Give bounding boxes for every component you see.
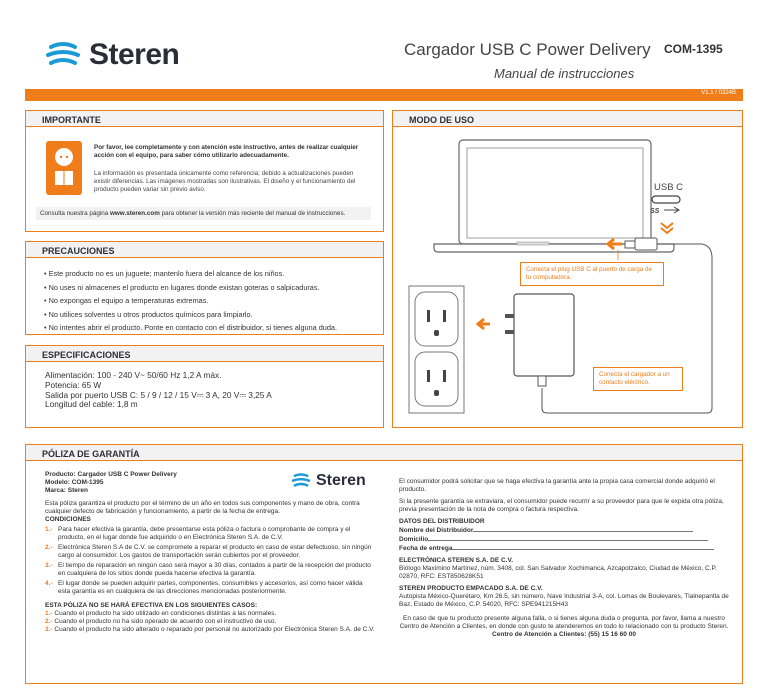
- gar-model: Modelo: COM-1395: [45, 479, 104, 486]
- importante-heading: IMPORTANTE: [26, 111, 383, 127]
- consult-post: para obtener la versión más reciente del manual de instrucciones.: [159, 210, 346, 217]
- ss-label: SS: [650, 208, 660, 215]
- list-item: 2.- Cuando el producto no ha sido operado de acuerdo con el instructivo de uso.: [45, 618, 277, 625]
- garantia-right: [399, 478, 729, 639]
- list-item: 3.- Cuando el producto ha sido alterado o reparado por personal no autorizado por Electrónica Steren S.A. de C.V.: [45, 626, 375, 633]
- consult-note: [36, 207, 371, 220]
- gar-r1: El consumidor podrá solicitar que se haga efectiva la garantía ante la propia casa comercial donde adquirió el producto.: [399, 478, 715, 493]
- doc-code: V1.1 / 0324B: [701, 90, 736, 96]
- steren-logo: [45, 38, 179, 72]
- gar-closing: En caso de que tu producto presente alguna falla, o si tienes alguna duda o pregunta, por favor, llama a nuestro Centro de Atención a Clientes, en donde con gusto te atenderemos en todo lo relacionado con tu producto Steren.: [399, 615, 729, 630]
- dist-date-field[interactable]: Fecha de entrega: [399, 544, 729, 553]
- usbc-label: USB C: [654, 182, 684, 193]
- gar-brand: Marca: Steren: [45, 487, 88, 494]
- charger-icon: [514, 294, 574, 376]
- dist-title: DATOS DEL DISTRIBUIDOR: [399, 518, 485, 525]
- product-title: Cargador USB C Power Delivery: [404, 40, 651, 59]
- list-item: 1.- Para hacer efectiva la garantía, debe presentarse esta póliza o factura o comprobante de compra y el producto, en el lugar donde fue adquirido o en Electrónica Steren S.A. de C.V.: [45, 526, 351, 541]
- list-item: 2.- Electrónica Steren S.A de C.V. se compromete a reparar el producto en caso de estar defectuoso, sin ningún cargo al consumidor. Los gastos de transportación serán cubiertos por el proveedor.: [45, 544, 372, 559]
- steren-waves-icon: [45, 40, 81, 70]
- brand-name: Steren: [89, 38, 180, 71]
- list-item: • Este producto no es un juguete; mantenlo fuera del alcance de los niños.: [44, 269, 285, 278]
- spec-list: [45, 371, 272, 410]
- importante-text: La información es presentada únicamente como referencia; debido a actualizaciones pueden existir diferencias. Las imágenes mostradas son ilustrativas. El diseño y el funcionamiento del producto pueden variar sin previo aviso.: [94, 170, 356, 193]
- note-outlet: Conecta el cargador a un contacto eléctrico.: [593, 367, 683, 391]
- c2-text: Autopista México-Querétaro, Km 26.5, sin número, Nave Industrial 3-A, col. Lomas de Boulevares, Tlalnepantla de Baz, Estado de México, C.P. 54020, RFC: SPE941215H43: [399, 593, 729, 608]
- steren-link[interactable]: www.steren.com: [110, 210, 160, 217]
- importante-bold-text: Por favor, lee completamente y con atención este instructivo, antes de realizar cualquier acción con el equipo, para saber cómo utilizarlo adecuadamente.: [94, 144, 359, 159]
- list-item: 4.- El lugar donde se pueden adquirir partes, componentes, consumibles y accesorios, así como hacer válida esta garantía es en cualquiera de las direcciones mencionadas posteriormente.: [45, 580, 363, 595]
- phone: Centro de Atención a Clientes: (55) 15 16 60 00: [492, 631, 636, 638]
- chevron-down-icon: [661, 223, 673, 233]
- c1-text: Biólogo Maximino Martínez, núm. 3408, col. San Salvador Xochimanca, Azcapotzalco, Ciudad de México, C.P. 02870, RFC: EST850628K51: [399, 565, 717, 580]
- c2-title: STEREN PRODUCTO EMPACADO S.A. DE C.V.: [399, 585, 543, 592]
- brand-name: Steren: [316, 472, 366, 489]
- laptop-icon: [434, 140, 674, 252]
- header-divider: [25, 89, 743, 101]
- note-usbc: Conecta el plug USB C al puerto de carga de tu computadora.: [520, 262, 664, 286]
- list-item: 3.- El tiempo de reparación en ningún caso será mayor a 30 días, contados a partir de la recepción del producto en cualquiera de los sitios donde pueda hacerse efectiva la garantía.: [45, 562, 371, 577]
- wall-outlet-icon: [409, 286, 464, 413]
- list-item: • No utilices solventes u otros productos químicos para limpiarlo.: [44, 309, 253, 319]
- reading-child-icon: [46, 141, 82, 195]
- precauciones-heading: PRECAUCIONES: [26, 242, 383, 258]
- usbc-plug-icon: [635, 238, 657, 250]
- arrow-left-icon: [478, 319, 490, 329]
- spec-item: Salida por puerto USB C: 5 / 9 / 12 / 15 V⎓ 3 A, 20 V⎓ 3,25 A: [45, 389, 272, 400]
- spec-item: Alimentación: 100 - 240 V~ 50/60 Hz 1,2 A máx.: [45, 370, 222, 380]
- precauciones-list: [44, 267, 337, 335]
- not-title: ESTA PÓLIZA NO SE HARÁ EFECTIVA EN LOS SIGUIENTES CASOS:: [45, 602, 258, 609]
- c1-title: ELECTRÓNICA STEREN S.A. DE C.V.: [399, 557, 514, 564]
- spec-item: Longitud del cable: 1,8 m: [45, 399, 138, 410]
- list-item: • No uses ni almacenes el producto en lugares donde existan goteras o salpicaduras.: [44, 282, 320, 292]
- usb-symbol-icon: [664, 207, 679, 213]
- modo-heading: MODO DE USO: [393, 111, 742, 127]
- consult-pre: Consulta nuestra página: [40, 210, 111, 217]
- gar-intro: Esta póliza garantiza el producto por el término de un año en todos sus componentes y mano de obra, contra cualquier defecto de fabricación y funcionamiento, a partir de la fecha de entrega.: [45, 500, 360, 515]
- dist-dom-field[interactable]: Domicilio: [399, 535, 729, 544]
- especificaciones-heading: ESPECIFICACIONES: [26, 346, 383, 362]
- dist-name-field[interactable]: Nombre del Distribuidor: [399, 526, 729, 535]
- model-code: COM-1395: [664, 42, 723, 56]
- cond-title: CONDICIONES: [45, 516, 91, 523]
- list-item: • No expongas el equipo a temperaturas extremas.: [44, 296, 209, 306]
- usbc-port-icon: [652, 196, 680, 203]
- spec-item: Potencia: 65 W: [45, 379, 102, 390]
- gar-product: Producto: Cargador USB C Power Delivery: [45, 471, 177, 478]
- list-item: 1.- Cuando el producto ha sido utilizado en condiciones distintas a las normales.: [45, 610, 277, 617]
- list-item: • No intentes abrir el producto. Ponte en contacto con el distribuidor, si tienes alguna duda.: [44, 323, 337, 333]
- garantia-left: [45, 471, 375, 634]
- manual-subtitle: Manual de instrucciones: [494, 66, 635, 81]
- garantia-heading: PÓLIZA DE GARANTÍA: [26, 445, 742, 461]
- gar-r2: Si la presente garantía se extraviara, el consumidor puede recurrir a su proveedor para que le expida otra póliza, previa presentación de la nota de compra o factura respectiva.: [399, 498, 724, 513]
